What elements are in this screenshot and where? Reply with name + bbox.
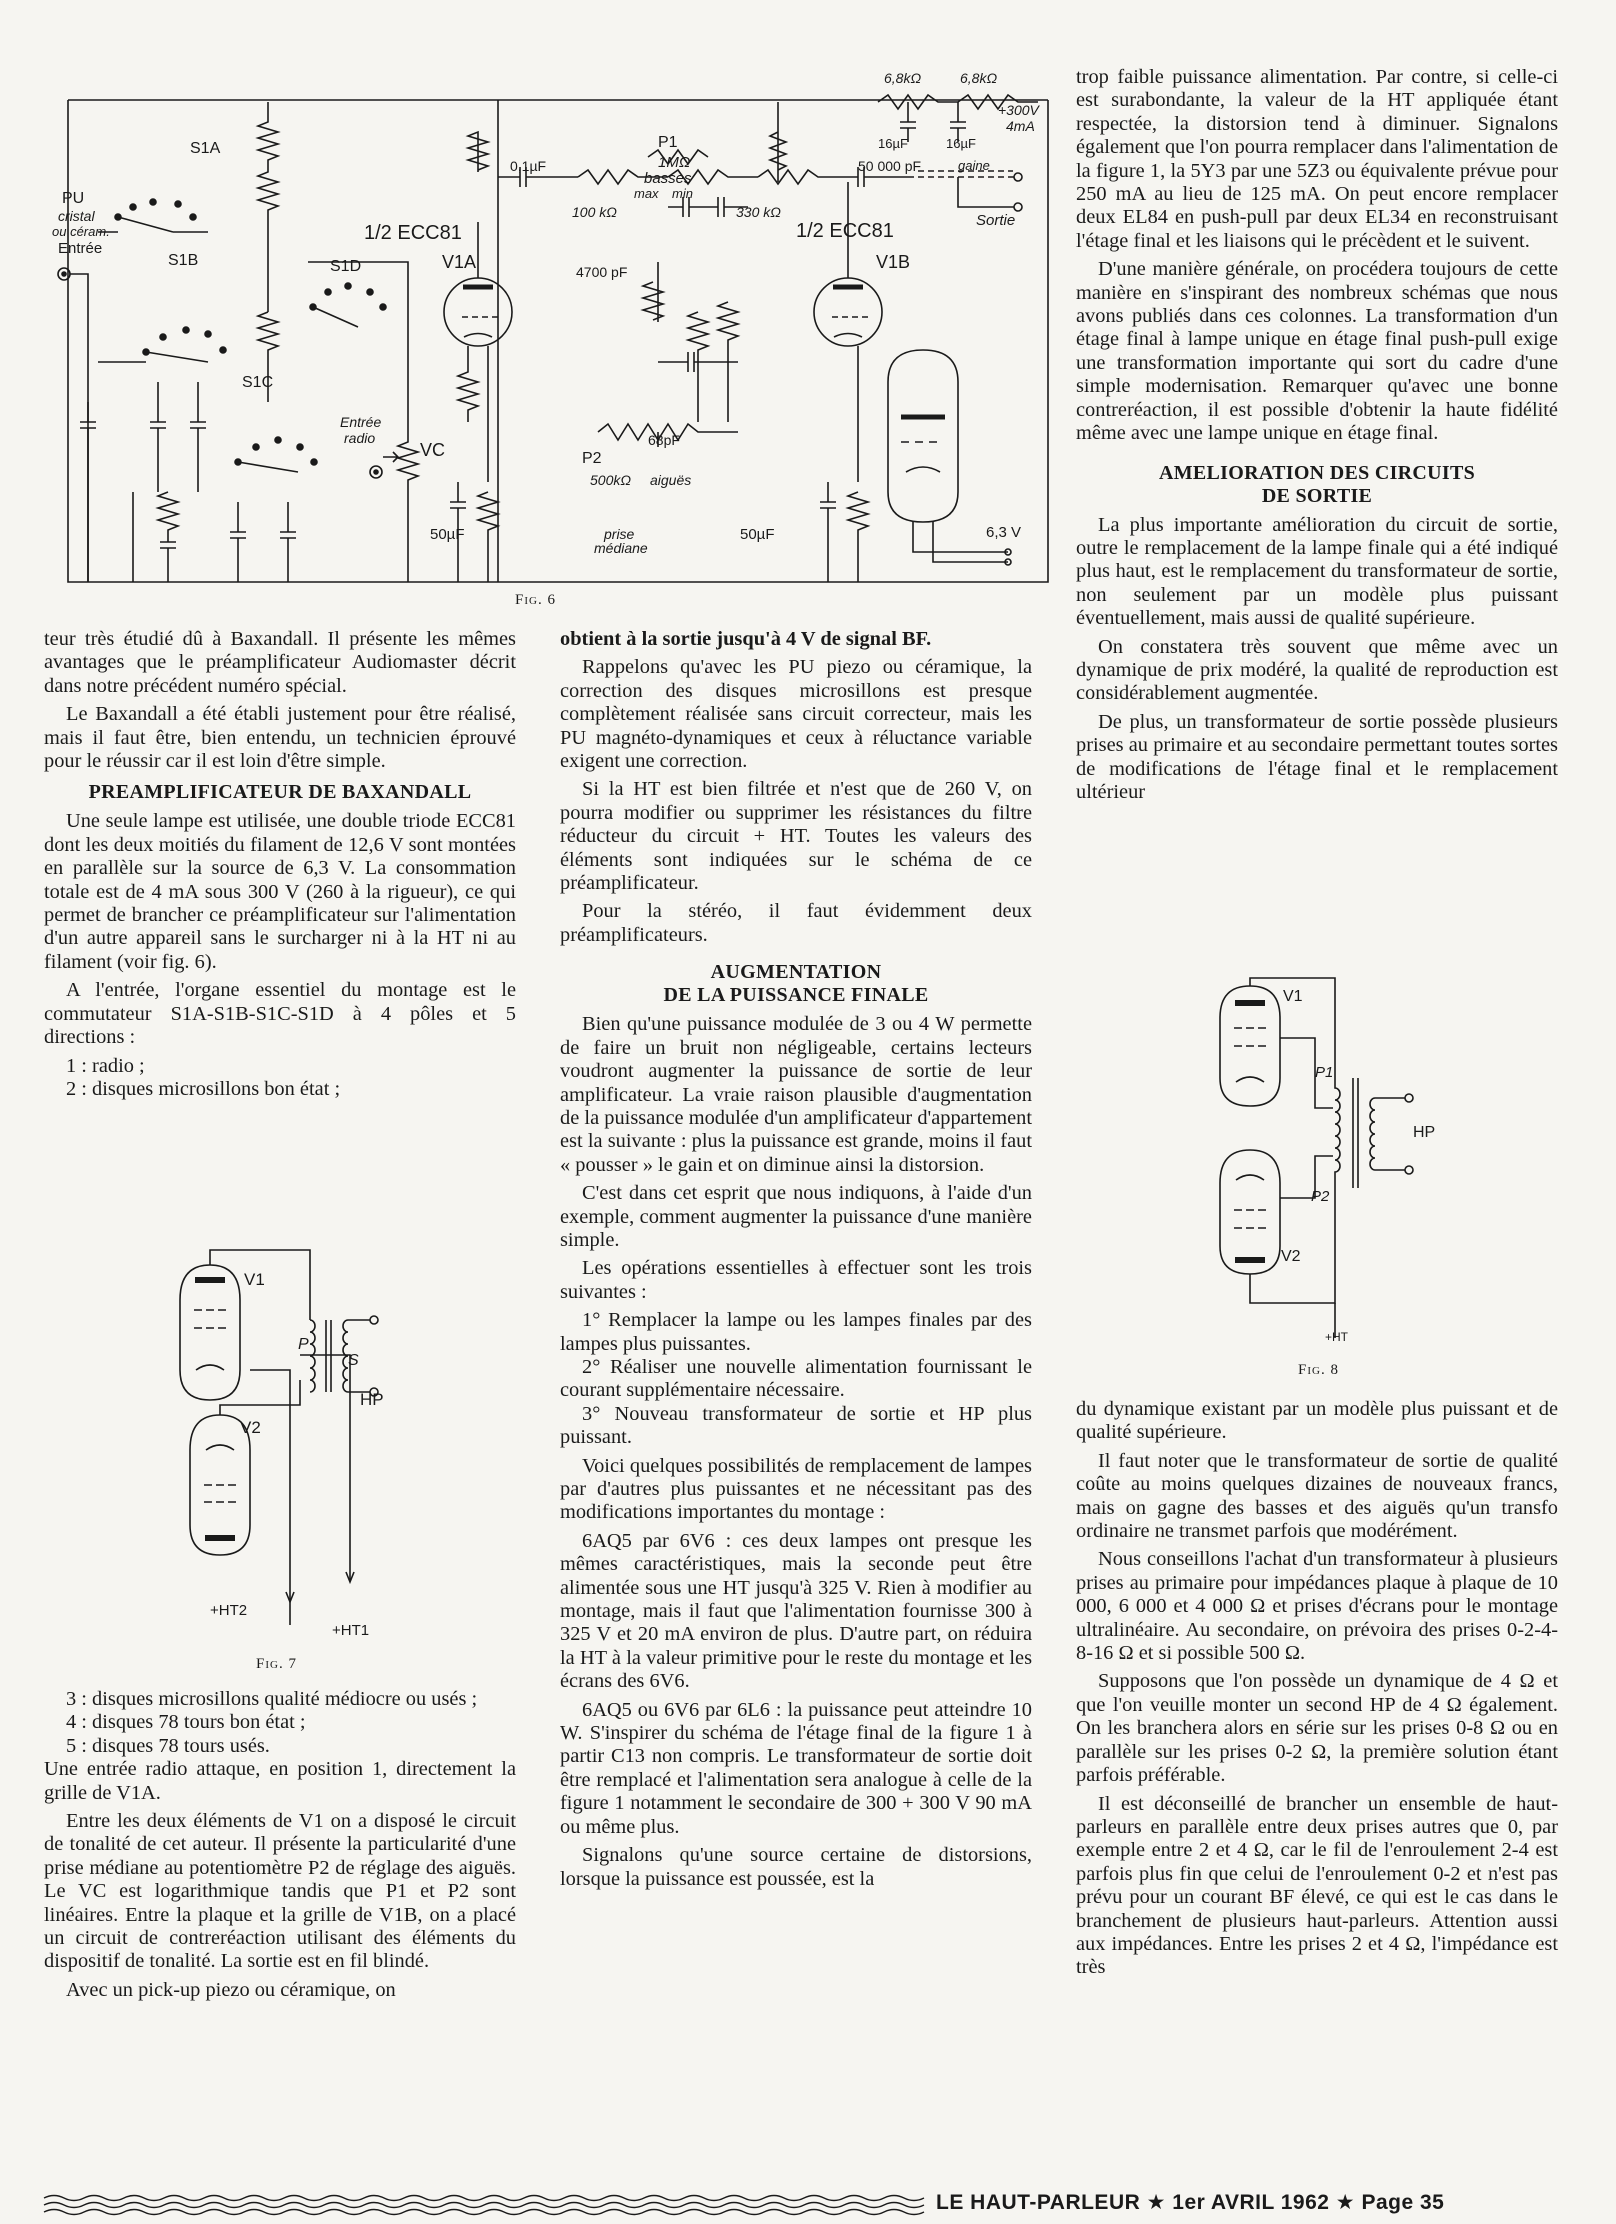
fig6-s1b: S1B: [168, 252, 199, 269]
col3-heading1: AMELIORATION DES CIRCUITS: [1158, 461, 1476, 484]
fig6-max: max: [634, 186, 659, 201]
col3-p2: D'une manière générale, on procédera toujours de cette manière en s'inspirant des nombreux schémas que nous avons publiés dans ces colonnes. La transformation d'un étage final à lampe unique en étage final push-pull exige une transformation importante qui sort du cadre d'une simple modernisation. Remarquer qu'avec une bonne contreréaction, il est possible d'obtenir la haute fidélité même avec une lampe unique en étage final.: [1076, 258, 1558, 445]
col2-p7: Les opérations essentielles à effectuer sont les trois suivantes :: [560, 1257, 1032, 1303]
col3-p3: La plus importante amélioration du circuit de sortie, outre le remplacement de la lampe finale qui a été indiqué plus haut, est le remplacement du transformateur de sortie, non seulement par un modèle plus puissant éventuellement, mais aussi de qualité supérieure.: [1076, 513, 1558, 630]
col3-p10: Il est déconseillé de brancher un ensemble de haut-parleurs en parallèle entre deux prises autres que 0, par exemple entre 2 et 4 Ω, car le fil de l'enroulement 2-4 est parfois plus fin que celui de l'enroulement 0-2 et n'est pas prévu pour un courant BF élevé, ce qui est le cas dans le branchement de plusieurs haut-parleurs. Attention aussi aux impédances. Entre les prises 2 et 4 Ω, l'impédance est très: [1076, 1792, 1558, 1979]
fig6-c50b: 50µF: [740, 526, 775, 543]
col2-p2: Rappelons qu'avec les PU piezo ou céramique, la correction des disques microsillons est presque complètement réalisée sans circuit correcteur, mais les PU magnéto-dynamiques et ceux à réluctance variable exigent une correction.: [560, 656, 1032, 773]
fig6-v1a: V1A: [442, 252, 477, 272]
col2-p1: obtient à la sortie jusqu'à 4 V de signal BF.: [560, 628, 932, 650]
fig6-pu-type2: ou céram.: [52, 224, 110, 239]
col1-item3: 3 : disques microsillons qualité médiocre ou usés ;: [66, 1688, 478, 1710]
fig6-p1-val: 1MΩ: [658, 154, 691, 171]
fig8-v1: V1: [1283, 988, 1303, 1005]
col2-p8: 1° Remplacer la lampe ou les lampes finales par des lampes plus puissantes.: [560, 1309, 1032, 1355]
fig7-hp: HP: [360, 1390, 384, 1409]
fig6-s1d: S1D: [330, 258, 362, 275]
fig6-c16b: 16µF: [946, 136, 976, 151]
fig6-sortie: Sortie: [976, 212, 1016, 229]
col2-p5: Bien qu'une puissance modulée de 3 ou 4 W permette de faire un bruit non négligeable, certains lecteurs voudront augmenter la puissance de sortie de leur amplificateur. La vraie raison plausible d'augmentation de la puissance modulée d'un amplificateur d'appartement est la suivante : plus la puissance est grande, moins il faut « pousser » le gain et on diminue ainsi la distorsion.: [560, 1013, 1032, 1176]
col2-p3: Si la HT est bien filtrée et n'est que de 260 V, on pourra modifier ou supprimer les résistances du filtre réducteur du circuit + HT. Toutes les valeurs des éléments sont indiquées sur le schéma de ce préamplificateur.: [560, 778, 1032, 895]
fig8-v2: V2: [1281, 1248, 1301, 1265]
footer-wave-rule: [44, 2190, 924, 2220]
col1-p2: Une seule lampe est utilisée, une double triode ECC81 dont les deux moitiés du filament de 12,6 V sont montées en parallèle sur la source de 6,3 V. La consommation totale est de 4 mA sous 300 V (260 à la rigueur), ce qui permet de brancher ce préamplificateur sur l'alimentation d'un autre appareil sans le surcharger ni à la HT ni au filament (voir fig. 6).: [44, 810, 516, 973]
fig6-c16a: 16µF: [878, 136, 908, 151]
fig7-ht1: +HT1: [332, 1622, 370, 1639]
col2-p4: Pour la stéréo, il faut évidemment deux préamplificateurs.: [560, 900, 1032, 946]
fig6-p2-name: aiguës: [650, 472, 692, 488]
fig6-r68k2-a: 6,8kΩ: [884, 70, 922, 86]
col2-heading2: DE LA PUISSANCE FINALE: [663, 984, 929, 1007]
col1-p3: A l'entrée, l'organe essentiel du montage est le commutateur S1A-S1B-S1C-S1D à 4 pôles et 5 directions :: [44, 979, 516, 1049]
col2-heading: [560, 961, 1032, 1007]
fig7-v1: V1: [244, 1270, 265, 1289]
col3-p4: On constatera très souvent que même avec un dynamique de prix modéré, la qualité de reproduction est considérablement augmentée.: [1076, 635, 1558, 705]
fig6-ht: +300V: [998, 102, 1039, 118]
fig6-gaine: gaine: [958, 158, 990, 173]
col1-intro: teur très étudié dû à Baxandall. Il présente les mêmes avantages que le préamplificateur Audiomaster décrit dans notre précédent numéro spécial.: [44, 628, 516, 697]
fig6-prise: prise: [604, 526, 635, 542]
fig8-p1: P1: [1315, 1064, 1334, 1081]
col3-p8: Nous conseillons l'achat d'un transformateur à plusieurs prises au primaire pour impédances plaque à plaque de 10 000, 6 000 et 4 000 Ω et prises d'écrans pour le montage ultralinéaire. Au secondaire, on prévoira des prises 0-2-4-8-16 Ω et si possible 500 Ω.: [1076, 1548, 1558, 1665]
col1-item1: 1 : radio ;: [66, 1054, 145, 1077]
fig6-c50000: 50 000 pF: [858, 158, 922, 174]
col1-item4: 4 : disques 78 tours bon état ;: [66, 1711, 306, 1734]
col2-p10: 3° Nouveau transformateur de sortie et HP plus puissant.: [560, 1402, 1032, 1449]
col3-heading2: DE SORTIE: [1261, 484, 1373, 507]
column-1-continued: [44, 1688, 516, 2007]
footer-text: LE HAUT-PARLEUR ★ 1er AVRIL 1962 ★ Page 35: [936, 2191, 1445, 2214]
column-2: [560, 628, 1032, 1896]
fig6-c50a: 50µF: [430, 526, 465, 543]
fig8-p2: P2: [1311, 1188, 1330, 1205]
fig6-tube-a: 1/2 ECC81: [364, 222, 462, 244]
fig6-input: Entrée: [58, 240, 103, 257]
col2-heading1: AUGMENTATION: [710, 961, 882, 984]
col3-heading: [1076, 462, 1558, 508]
fig6-p2: P2: [582, 450, 602, 467]
fig6-r330k: 330 kΩ: [736, 204, 781, 220]
figure-7: [150, 1240, 410, 1640]
fig6-pu: PU: [62, 190, 85, 207]
figure-6-schematic: [52, 62, 1058, 590]
figure-7-caption: Fig. 7: [256, 1656, 297, 1672]
col1-heading: PREAMPLIFICATEUR DE BAXANDALL: [88, 781, 472, 804]
fig6-radio: radio: [344, 430, 376, 446]
col2-p13: 6AQ5 ou 6V6 par 6L6 : la puissance peut atteindre 10 W. S'inspirer du schéma de l'étage final de la figure 1 à partir C13 non compris. Le transformateur de sortie doit être remplacé et l'alimentation sera analogue à celle de la figure 1 notamment le secondaire de 300 + 300 V 90 mA ou même plus.: [560, 1698, 1032, 1838]
fig6-s1a: S1A: [190, 140, 221, 157]
fig6-r68k2-b: 6,8kΩ: [960, 70, 998, 86]
fig6-r100k: 100 kΩ: [572, 204, 617, 220]
fig7-s: S: [348, 1352, 359, 1369]
fig8-ht: +HT: [1325, 1330, 1349, 1344]
col2-p9: 2° Réaliser une nouvelle alimentation fournissant le courant supplémentaire nécessaire.: [560, 1355, 1032, 1402]
col3-p5: De plus, un transformateur de sortie possède plusieurs prises au primaire et au secondaire permettant toutes sortes de modifications de l'étage final et le remplacement ultérieur: [1076, 710, 1558, 803]
col1-p5: Entre les deux éléments de V1 on a disposé le circuit de tonalité de cet auteur. Il présente la particularité d'une prise médiane au potentiomètre P2 de réglage des aiguës. Le VC est logarithmique tandis que P1 et P2 sont linéaires. Entre la plaque et la grille de V1B, on a placé un circuit de contreréaction utilisant des éléments du dispositif de tonalité. La sortie est en fil blindé.: [44, 1810, 516, 1973]
fig6-ht-current: 4mA: [1006, 118, 1035, 134]
fig8-hp: HP: [1413, 1124, 1436, 1141]
column-3-continued: [1076, 1398, 1558, 1985]
col1-p4: Une entrée radio attaque, en position 1, directement la grille de V1A.: [44, 1758, 516, 1804]
col2-p14: Signalons qu'une source certaine de distorsions, lorsque la puissance est poussée, est la: [560, 1844, 1032, 1890]
col1-p1: Le Baxandall a été établi justement pour être réalisé, mais il faut être, bien entendu, un technicien éprouvé pour le réussir car il est loin d'être simple.: [44, 703, 516, 773]
fig6-heater: 6,3 V: [986, 524, 1022, 541]
column-1: [44, 628, 516, 1101]
col3-p9: Supposons que l'on possède un dynamique de 4 Ω et que l'on veuille monter un second HP de 4 Ω également. On les branchera alors en série sur les prises 0-8 Ω ou en parallèle sur les prises 0-2 Ω, la première solution étant parfois préférable.: [1076, 1670, 1558, 1787]
figure-8-caption: Fig. 8: [1298, 1362, 1339, 1378]
col1-p6: Avec un pick-up piezo ou céramique, on: [66, 1978, 396, 2001]
figure-6-caption: Fig. 6: [515, 592, 556, 608]
fig7-ht2: +HT2: [210, 1602, 248, 1619]
col2-p6: C'est dans cet esprit que nous indiquons, à l'aide d'un exemple, comment augmenter la puissance d'une manière simple.: [560, 1182, 1032, 1251]
col3-p6: du dynamique existant par un modèle plus puissant et de qualité supérieure.: [1076, 1398, 1558, 1444]
fig6-v1b: V1B: [876, 252, 911, 272]
col3-p1: trop faible puissance alimentation. Par contre, si celle-ci est surabondante, la valeur de la HT appliquée étant respectée, la distorsion tend à diminuer. Signalons également que l'on pourra remplacer dans l'alimentation de la figure 1, la 5Y3 par une 5Z3 ou équivalente prévue pour 250 mA au lieu de 125 mA. On peut encore remplacer deux EL84 en push-pull par deux EL34 en reconstruisant l'étage final et les liaisons qui le précèdent et le suivent.: [1076, 66, 1558, 252]
fig6-tube-b: 1/2 ECC81: [796, 220, 894, 242]
figure-8: [1205, 978, 1445, 1348]
col1-item5: 5 : disques 78 tours usés.: [66, 1734, 270, 1757]
fig6-c68: 68pF: [648, 432, 680, 448]
col1-item2: 2 : disques microsillons bon état ;: [66, 1077, 341, 1100]
fig6-mediane: médiane: [594, 540, 648, 556]
fig7-v2: V2: [240, 1418, 261, 1437]
fig6-p1-name: basses: [644, 170, 692, 187]
fig7-p: P: [298, 1336, 309, 1353]
fig6-c01: 0,1µF: [510, 158, 547, 174]
fig6-p2-val: 500kΩ: [590, 472, 632, 488]
col3-p7: Il faut noter que le transformateur de sortie de qualité coûte au moins quelques dizaines de nouveaux francs, mais on gagne des basses et des aiguës qu'un transfo ordinaire ne transmet parfois que modérément.: [1076, 1449, 1558, 1543]
fig6-p1: P1: [658, 134, 678, 151]
fig6-pu-type: cristal: [58, 208, 95, 224]
fig6-c4700: 4700 pF: [576, 264, 628, 280]
col2-p12: 6AQ5 par 6V6 : ces deux lampes ont presque les mêmes caractéristiques, mais la seconde peut être alimentée sous une HT jusqu'à 325 V. Rien à modifier au montage, mais il faut que l'alimentation fournisse 300 à 325 V et 20 mA environ de plus. D'autre part, on réduira la HT à la valeur primitive pour le reste du montage et les écrans des 6V6.: [560, 1529, 1032, 1693]
page-footer: [44, 2190, 1554, 2220]
col2-p11: Voici quelques possibilités de remplacement de lampes par d'autres plus puissantes et ne nécessitant pas des modifications importantes du montage :: [560, 1454, 1032, 1524]
fig6-min: min: [672, 186, 693, 201]
column-3: [1076, 66, 1558, 809]
fig6-s1c: S1C: [242, 374, 274, 391]
fig6-vc: VC: [420, 440, 446, 460]
fig6-entree-radio: Entrée: [340, 414, 382, 430]
